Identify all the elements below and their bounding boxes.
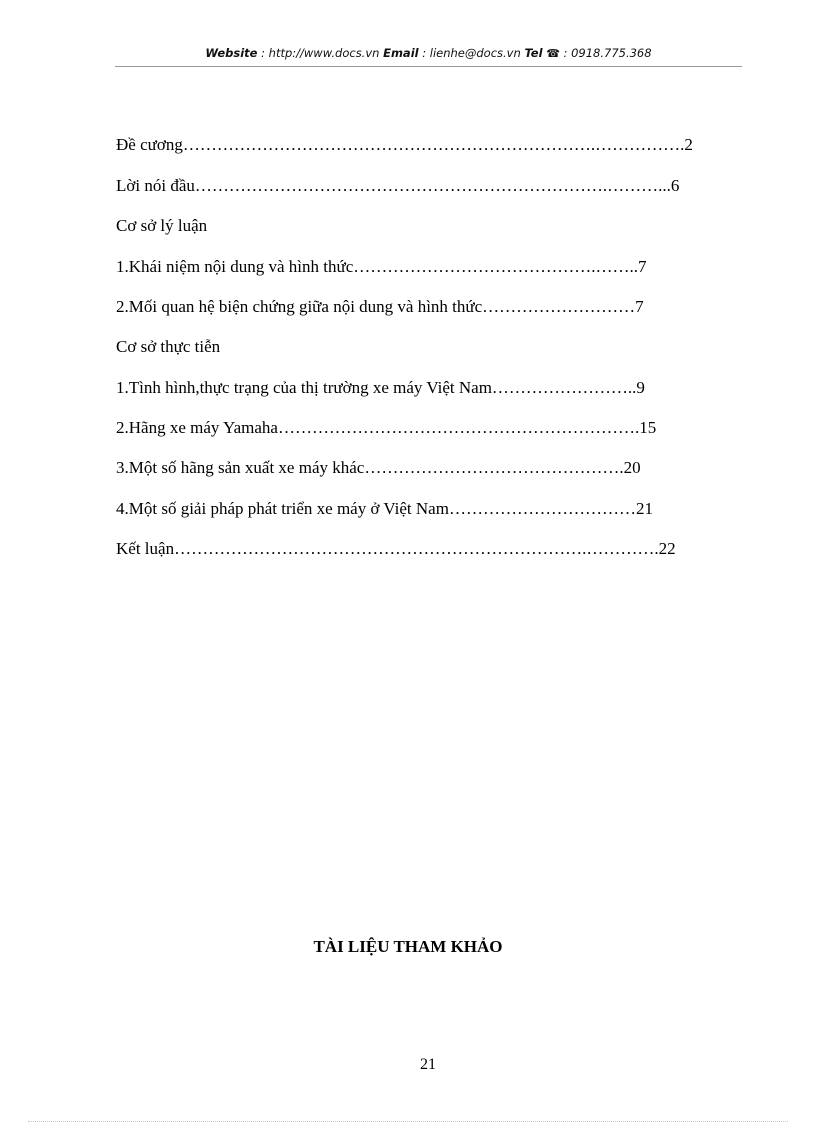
email-label: Email xyxy=(383,46,419,60)
page-header xyxy=(115,46,742,60)
toc-entry-hang-khac: 3.Một số hãng sản xuất xe máy khác……………………………………….20 xyxy=(116,458,641,477)
toc-entry-khai-niem: 1.Khái niệm nội dung và hình thức…………………………………….……..7 xyxy=(116,257,647,276)
page-bottom-border xyxy=(28,1121,788,1122)
tel-value: : 0918.775.368 xyxy=(559,46,652,60)
toc-entry-ket-luan: Kết luận……………………………………………………………….………….22 xyxy=(116,539,676,558)
website-value: : http://www.docs.vn xyxy=(257,46,384,60)
toc-entry-loi-noi-dau: Lời nói đầu……………………………………………………………….………...6 xyxy=(116,176,680,195)
toc-entry-yamaha: 2.Hãng xe máy Yamaha……………………………………………………….15 xyxy=(116,418,657,437)
toc-entry-de-cuong: Đề cương……………………………………………………………….…………….2 xyxy=(116,135,693,154)
tel-label: Tel xyxy=(524,46,543,60)
telephone-icon: ☎ xyxy=(546,47,560,60)
toc-heading-co-so-thuc-tien: Cơ sở thực tiễn xyxy=(116,337,221,356)
header-divider xyxy=(115,66,742,67)
website-label: Website xyxy=(205,46,258,60)
toc-entry-giai-phap: 4.Một số giải pháp phát triển xe máy ở Việt Nam……………………………21 xyxy=(116,499,653,518)
toc-entry-moi-quan-he: 2.Mối quan hệ biện chứng giữa nội dung và hình thức………………………7 xyxy=(116,297,644,316)
toc-entry-tinh-hinh: 1.Tình hình,thực trạng của thị trường xe máy Việt Nam……………………..9 xyxy=(116,378,645,397)
page-number: 21 xyxy=(420,1056,436,1073)
references-title: TÀI LIỆU THAM KHẢO xyxy=(313,937,503,956)
toc-heading-co-so-ly-luan: Cơ sở lý luận xyxy=(116,216,208,235)
email-value: : lienhe@docs.vn xyxy=(418,46,525,60)
